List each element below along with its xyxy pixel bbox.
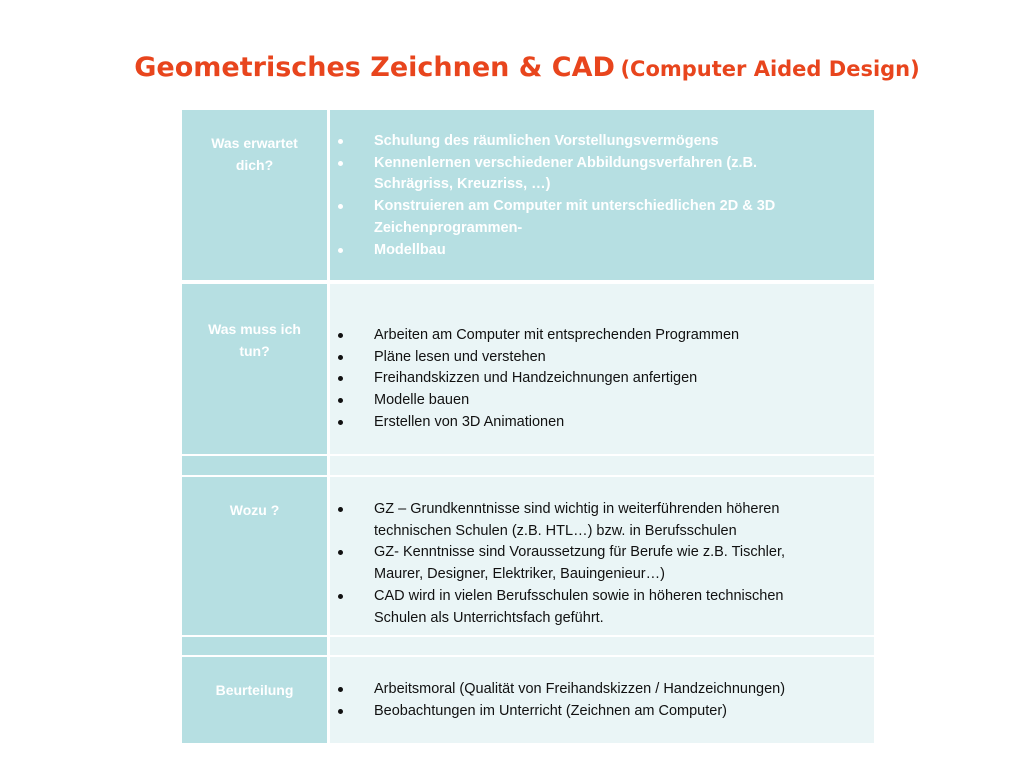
table-row-tasks xyxy=(182,303,874,454)
list-item-text: Schulen als Unterrichtsfach geführt. xyxy=(374,609,604,626)
spacer-label-cell xyxy=(182,637,327,655)
bullet-list xyxy=(330,131,866,261)
list-item-text: Schrägriss, Kreuzriss, …) xyxy=(374,176,551,193)
title-subtitle: (Computer Aided Design) xyxy=(620,57,920,81)
list-item-text: GZ- Kenntnisse sind Voraussetzung für Berufe wie z.B. Tischler, xyxy=(374,544,786,561)
row-label-line: Was erwartet xyxy=(211,135,298,151)
list-item xyxy=(330,586,866,629)
list-item xyxy=(330,499,866,542)
row-content-cell xyxy=(330,303,874,454)
list-item-text: Modelle bauen xyxy=(374,392,470,409)
spacer-row xyxy=(182,637,874,655)
spacer-row xyxy=(182,284,874,303)
row-label-cell xyxy=(182,657,327,743)
list-item xyxy=(330,542,866,585)
row-content-cell xyxy=(330,477,874,635)
spacer-label-cell xyxy=(182,456,327,475)
bullet-list xyxy=(330,325,866,434)
list-item xyxy=(330,240,866,262)
list-item-text: Arbeiten am Computer mit entsprechenden Programmen xyxy=(374,327,740,343)
spacer-content-cell xyxy=(330,637,874,655)
row-label xyxy=(190,499,319,521)
row-label-line: Was muss ich xyxy=(208,321,301,337)
spacer-row xyxy=(182,456,874,475)
list-item xyxy=(330,325,866,347)
row-content-cell xyxy=(330,110,874,280)
list-item-text: Modellbau xyxy=(374,241,446,258)
row-label-line: Beurteilung xyxy=(215,682,294,698)
list-item-text: CAD wird in vielen Berufsschulen sowie in höheren technischen xyxy=(374,587,784,604)
list-item xyxy=(330,347,866,369)
list-item-text: GZ – Grundkenntnisse sind wichtig in weiterführenden höheren xyxy=(374,501,780,517)
list-item xyxy=(330,679,866,701)
list-item-text: Konstruieren am Computer mit unterschiedlichen 2D & 3D xyxy=(374,198,776,215)
spacer-content-cell xyxy=(330,456,874,475)
list-item-text: Kennenlernen verschiedener Abbildungsverfahren (z.B. xyxy=(374,154,757,171)
list-item xyxy=(330,390,866,412)
spacer-label-cell xyxy=(182,284,327,303)
list-item-text: technischen Schulen (z.B. HTL…) bzw. in Berufsschulen xyxy=(374,522,737,539)
list-item xyxy=(330,196,866,239)
row-label-line: tun? xyxy=(239,343,270,359)
row-label-cell xyxy=(182,303,327,454)
title-main: Geometrisches Zeichnen & CAD xyxy=(134,52,615,83)
table-row-expectations xyxy=(182,110,874,280)
row-label-line: dich? xyxy=(235,157,274,173)
list-item xyxy=(330,368,866,390)
list-item-text: Freihandskizzen und Handzeichnungen anfertigen xyxy=(374,370,698,387)
row-label-cell xyxy=(182,110,327,280)
bullet-list xyxy=(330,499,866,629)
list-item-text: Beobachtungen im Unterricht (Zeichnen am Computer) xyxy=(374,702,727,719)
list-item-text: Arbeitsmoral (Qualität von Freihandskizzen / Handzeichnungen) xyxy=(374,681,786,697)
list-item-text: Maurer, Designer, Elektriker, Bauingenieur…) xyxy=(374,566,665,583)
spacer-content-cell xyxy=(330,284,874,303)
bullet-list xyxy=(330,679,866,722)
list-item xyxy=(330,131,866,153)
list-item xyxy=(330,701,866,723)
list-item-text: Pläne lesen und verstehen xyxy=(374,348,546,365)
row-label xyxy=(190,132,319,176)
list-item-text: Zeichenprogrammen- xyxy=(374,219,523,236)
list-item xyxy=(330,153,866,196)
row-label xyxy=(190,318,319,362)
row-label-cell xyxy=(182,477,327,635)
list-item-text: Erstellen von 3D Animationen xyxy=(374,413,565,430)
row-content-cell xyxy=(330,657,874,743)
row-label-line: Wozu ? xyxy=(229,502,280,518)
table-row-purpose xyxy=(182,477,874,635)
page-title xyxy=(0,52,1024,83)
table-row-assessment xyxy=(182,657,874,743)
list-item xyxy=(330,412,866,434)
row-label xyxy=(190,679,319,701)
list-item-text: Schulung des räumlichen Vorstellungsvermögens xyxy=(374,133,719,149)
